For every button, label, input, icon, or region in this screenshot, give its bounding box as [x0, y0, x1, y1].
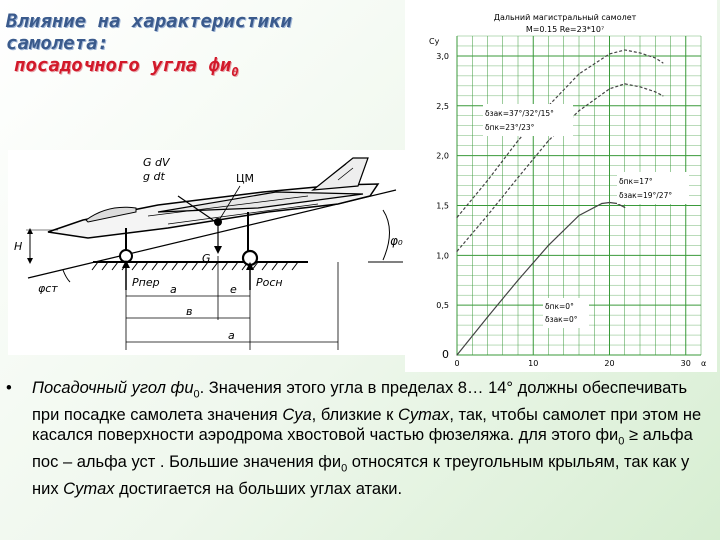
label-cm: ЦМ — [236, 172, 255, 185]
series-point — [624, 207, 625, 208]
series-point — [456, 251, 457, 252]
label-G: G — [202, 252, 211, 265]
label-P-per: Pпер — [132, 276, 160, 289]
y-tick-label: 0 — [442, 348, 449, 361]
bullet-part6: относятся к треугольным крыльям, так как у них — [32, 453, 690, 498]
annotation-mid-a: δпк=17° — [619, 177, 653, 186]
series-point — [456, 354, 457, 355]
bullet-part3: , близкие к — [311, 405, 398, 424]
label-g-dt: g dt — [143, 170, 165, 183]
series-point — [517, 177, 518, 178]
annotation-top — [483, 104, 573, 136]
label-P-osn: Pосн — [256, 276, 283, 289]
lift-coefficient-chart — [405, 0, 717, 372]
title-line-3 — [6, 54, 292, 83]
x-tick-label: 10 — [528, 359, 539, 368]
series-point — [548, 245, 549, 246]
y-tick-label: 0,5 — [436, 301, 449, 311]
label-phi0: φ₀ — [390, 234, 403, 248]
series-point — [578, 73, 579, 74]
series-point — [655, 57, 656, 58]
series-point — [662, 95, 663, 96]
annotation-bottom-a: δпк=0° — [545, 302, 574, 311]
label-G-over-g: G dV — [143, 156, 170, 169]
series-point — [609, 53, 610, 54]
bullet-part1-sub: 0 — [193, 388, 200, 401]
y-axis-label: Cy — [429, 37, 440, 46]
bullet-part5: альфа пос – альфа уст . Большие значения фи — [32, 426, 693, 472]
y-tick-label: 1,5 — [436, 201, 449, 211]
x-tick-label: 0 — [454, 359, 460, 368]
series-point — [487, 317, 488, 318]
title-line-1: Влияние на характеристики — [6, 10, 292, 32]
label-a-small: a — [170, 283, 177, 296]
annotation-middle — [617, 172, 689, 204]
series-point — [487, 180, 488, 181]
series-point — [578, 110, 579, 111]
series-point — [601, 203, 602, 204]
label-phi-st: φст — [38, 282, 58, 295]
x-axis-unit: α — [701, 359, 707, 368]
title-line-2: самолета: — [6, 32, 109, 54]
label-v: в — [186, 305, 193, 318]
bullet-part1: Посадочный угол фи — [32, 379, 194, 397]
bullet-cya: Cуа — [282, 405, 312, 424]
bullet-part7: достигается на больших углах атаки. — [114, 479, 403, 498]
series-point — [624, 83, 625, 84]
annotation-mid-b: δзак=19°/27° — [619, 191, 673, 200]
y-tick-label: 3,0 — [436, 51, 449, 61]
label-e: e — [230, 283, 237, 296]
series-point — [609, 88, 610, 89]
series-point — [662, 62, 663, 63]
series-point — [487, 215, 488, 216]
x-tick-label: 30 — [680, 359, 691, 368]
slide-title — [6, 10, 292, 83]
bullet-part5-sub: 0 — [341, 462, 348, 475]
label-a-total: a — [228, 329, 235, 342]
chart-title: Дальний магистральный самолет — [493, 13, 637, 22]
bullet-part4-sub: 0 — [618, 435, 625, 448]
title-line-3-text: посадочного угла фи — [14, 54, 232, 76]
bullet-cymax2: Cymax — [63, 479, 115, 498]
body-bullet — [6, 378, 706, 499]
y-tick-label: 2,0 — [436, 151, 449, 161]
title-line-3-sub: 0 — [231, 64, 239, 79]
series-point — [655, 91, 656, 92]
chart-subtitle: M=0.15 Re=23*10⁷ — [525, 25, 605, 34]
annotation-bottom-b: δзак=0° — [545, 315, 578, 324]
series-point — [639, 86, 640, 87]
series-point — [624, 49, 625, 50]
annotation-bottom — [543, 298, 589, 328]
y-tick-label: 1,0 — [436, 251, 449, 261]
series-point — [578, 215, 579, 216]
bullet-part2: . Значения этого угла в пределах 8… 14° должны обеспечивать при посадке самолета значения — [32, 379, 688, 424]
bullet-text — [32, 378, 706, 499]
bullet-dot: • — [6, 379, 12, 397]
y-tick-label: 2,5 — [436, 101, 449, 111]
series-point — [456, 217, 457, 218]
x-tick-label: 20 — [604, 359, 615, 368]
annotation-top-a: δзак=37°/32°/15° — [485, 109, 554, 118]
label-H: H — [14, 240, 23, 253]
annotation-top-b: δпк=23°/23° — [485, 123, 535, 132]
bullet-part4: , так, чтобы самолет при этом не касался поверхности аэродрома хвостовой частью фюзеляжа. для этого фи — [32, 405, 702, 445]
series-point — [517, 140, 518, 141]
bullet-gte: ≥ — [628, 426, 639, 445]
series-point — [548, 140, 549, 141]
plane-landing-diagram — [8, 150, 412, 355]
series-point — [517, 280, 518, 281]
bullet-cymax1: Cymax — [397, 405, 450, 424]
series-point — [609, 202, 610, 203]
series-point — [639, 52, 640, 53]
